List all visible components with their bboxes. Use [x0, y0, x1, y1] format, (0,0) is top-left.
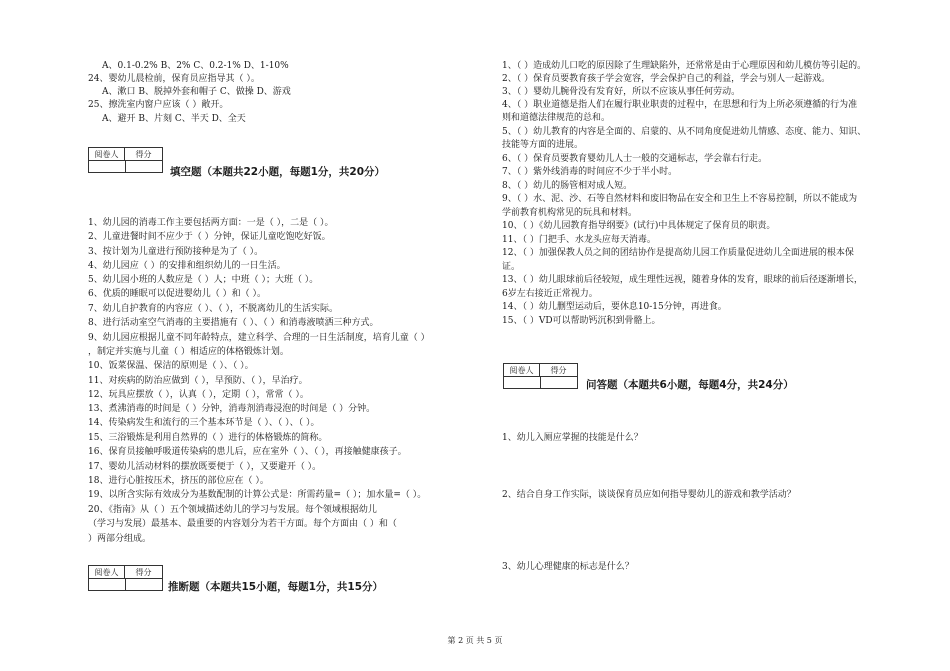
question-line: 5、（ ）幼儿教育的内容是全面的、启蒙的、从不同角度促进幼儿情感、态度、能力、知识、: [502, 127, 867, 137]
question-line: 4、（ ）职业道德是指人们在履行职业职责的过程中，在思想和行为上所必须遵循的行为准: [502, 100, 858, 110]
question-line: 学前教育机构常见的玩具和材料。: [502, 208, 638, 218]
score-label: 得分: [540, 364, 577, 377]
question-line: 16、保育员接触呼吸道传染病的患儿后，应在室外（ ）、（ ），再接触健康孩子。: [88, 447, 407, 457]
question-line: 1、幼儿园的消毒工作主要包括两方面：一是（ ），二是（ ）。: [88, 218, 334, 228]
question-line: 17、婴幼儿活动材料的摆放既要便于（ ），又要避开（ ）。: [88, 462, 322, 472]
question-line: 12、玩具应摆放（ ），认真（ ），定期（ ），常常（ ）。: [88, 390, 309, 400]
question-line: 7、（ ）紫外线消毒的时间应不少于半小时。: [502, 167, 678, 177]
question-line: 20、《指南》从（ ）五个领域描述幼儿的学习与发展。每个领域根据幼儿: [88, 505, 377, 515]
question-line: 8、进行活动室空气消毒的主要措施有（ ）、（ ）和消毒液喷洒三种方式。: [88, 318, 379, 328]
question-line: 25、擦洗室内窗户应该（ ）敞开。: [88, 100, 229, 110]
question-line: 6、（ ）保育员要教育婴幼儿人士一般的交通标志，学会靠右行走。: [502, 154, 768, 164]
question-line: 2、结合自身工作实际，谈谈保育员应如何指导婴幼儿的游戏和教学活动？: [502, 490, 796, 500]
question-line: 10、饭菜保温、保洁的原则是（ ）、（ ）。: [88, 361, 254, 371]
question-line: 19、以所含实际有效成分为基数配制的计算公式是：所需药量=（ ）；加水量=（ ）。: [88, 490, 427, 500]
question-line: 3、（ ）婴幼儿腕骨没有发育好，所以不应该从事任何劳动。: [502, 87, 741, 97]
question-line: 技能等方面的进展。: [502, 140, 584, 150]
question-line: 14、（ ）幼儿删型运动后，要休息10-15分钟，再进食。: [502, 302, 727, 312]
question-line: 15、三浴锻炼是利用自然界的（ ）进行的体格锻炼的简称。: [88, 433, 328, 443]
question-line: 11、对疾病的防治应做到（ ），早预防、（ ），早治疗。: [88, 376, 308, 386]
grader-label: 阅卷人: [504, 364, 540, 377]
score-box: [88, 565, 163, 591]
page-footer: 第 2 页 共 5 页: [447, 636, 503, 645]
question-line: 9、（ ）水、泥、沙、石等自然材料和废旧物品在安全和卫生上不容易控制，所以不能成为: [502, 194, 858, 204]
question-line: 11、（ ）门把手、水龙头应每天消毒。: [502, 235, 656, 245]
question-line: 3、按计划为儿童进行预防接种是为了（ ）。: [88, 247, 264, 257]
score-label: 得分: [125, 566, 162, 579]
fill-section-title: 填空题（本题共22小题，每题1分，共20分）: [170, 166, 386, 178]
question-line: ）两部分组成。: [88, 534, 152, 544]
question-line: 1、幼儿入厕应掌握的技能是什么？: [502, 433, 643, 443]
question-line: 证。: [502, 262, 521, 272]
question-line: 则和道德法律规范的总和。: [502, 113, 611, 123]
question-line: 8、（ ）幼儿的肠管相对成人短。: [502, 181, 633, 191]
question-line: 12、（ ）加强保教人员之间的团结协作是提高幼儿园工作质量促进幼儿全面进展的根本保: [502, 248, 854, 258]
question-line: 2、儿童进餐时间不应少于（ ）分钟，保证儿童吃饱吃好饭。: [88, 232, 331, 242]
score-box: [88, 147, 163, 173]
question-line: 13、（ ）幼儿眼球前后径较短，成生理性远视，随着身体的发育，眼球的前后径逐渐增长，: [502, 275, 863, 285]
question-line: 13、煮沸消毒的时间是（ ）分钟，消毒剂消毒浸泡的时间是（ ）分钟。: [88, 404, 376, 414]
option-line: A、漱口 B、脱掉外套和帽子 C、做操 D、游戏: [102, 87, 291, 97]
grader-label: 阅卷人: [89, 566, 125, 579]
question-line: 7、幼儿自护教育的内容应（ ）、（ ），不脱离幼儿的生活实际。: [88, 304, 338, 314]
question-line: 14、传染病发生和流行的三个基本环节是（ ）、（ ）、（ ）。: [88, 418, 320, 428]
question-line: 6岁左右接近正常视力。: [502, 289, 598, 299]
option-line: A、0.1-0.2% B、2% C、0.2-1% D、1-10%: [102, 61, 289, 71]
question-line: 6、优质的睡眠可以促进婴幼儿（ ）和（ ）。: [88, 289, 266, 299]
qa-section-title: 问答题（本题共6小题，每题4分，共24分）: [586, 379, 794, 391]
option-line: A、避开 B、片刻 C、半天 D、全天: [102, 114, 246, 124]
score-box: [503, 363, 578, 389]
score-label: 得分: [125, 148, 162, 161]
question-line: 15、（ ）VD可以帮助钙沉积到骨骼上。: [502, 316, 661, 326]
question-line: 18、进行心脏按压术，挤压的部位应在（ ）。: [88, 476, 269, 486]
question-line: 10、（ ）《幼儿园教育指导纲要》(试行)中具体规定了保育员的职责。: [502, 221, 776, 231]
judge-section-title: 推断题（本题共15小题，每题1分，共15分）: [168, 581, 384, 593]
question-line: ，制定并实施与儿童（ ）相适应的体格锻炼计划。: [88, 347, 289, 357]
question-line: （学习与发展）最基本、最重要的内容划分为若干方面。每个方面由（ ）和（: [88, 519, 397, 529]
question-line: 2、（ ）保育员要教育孩子学会宽容，学会保护自己的利益，学会与别人一起游戏。: [502, 74, 831, 84]
grader-label: 阅卷人: [89, 148, 125, 161]
question-line: 9、幼儿园应根据儿童不同年龄特点，建立科学、合理的一日生活制度，培育儿童（ ）: [88, 333, 430, 343]
question-line: 1、（ ）造成幼儿口吃的原因除了生理缺陷外，还常常是由于心理原因和幼儿模仿等引起的。: [502, 61, 867, 71]
question-line: 3、幼儿心理健康的标志是什么？: [502, 562, 634, 572]
question-line: 4、幼儿园应（ ）的安排和组织幼儿的一日生活。: [88, 261, 286, 271]
question-line: 24、婴幼儿晨检前，保育员应指导其（ ）。: [88, 74, 260, 84]
question-line: 5、幼儿园小班的人数应是（ ）人；中班（ ）；大班（ ）。: [88, 275, 319, 285]
